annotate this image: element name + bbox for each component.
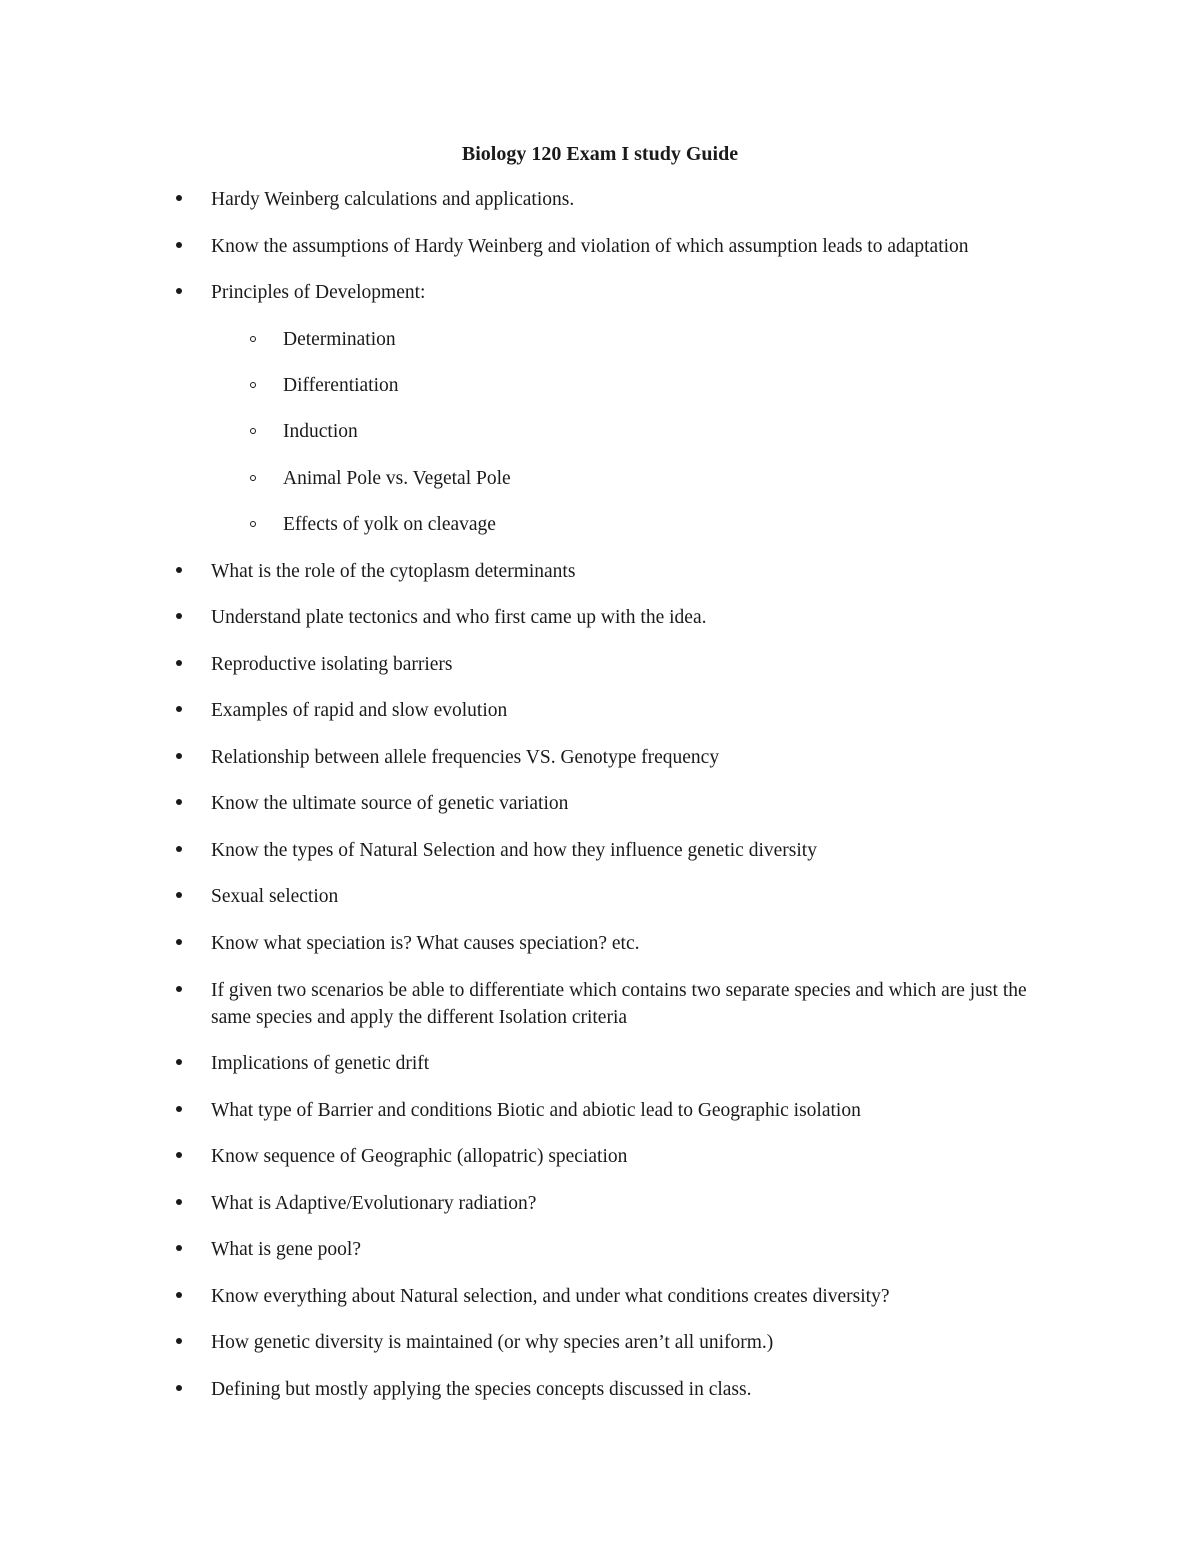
hollow-circle-bullet-icon [250,428,256,434]
list-item-text: Relationship between allele frequencies VS. Genotype frequency [211,747,720,768]
bullet-icon [176,1152,182,1158]
list-item-text: Know the ultimate source of genetic variation [211,793,569,814]
bullet-icon [176,1338,182,1344]
list-item-text: Determination [283,329,396,350]
bullet-icon [176,706,182,712]
list-item-text: What is the role of the cytoplasm determinants [211,561,576,582]
bullet-icon [176,892,182,898]
bullet-icon [176,613,182,619]
list-item-text: Know everything about Natural selection, and under what conditions creates diversity? [211,1286,890,1307]
list-item-text: Know the types of Natural Selection and how they influence genetic diversity [211,840,817,861]
list-item-text: Sexual selection [211,886,339,907]
list-item-text: Know sequence of Geographic (allopatric) speciation [211,1146,628,1167]
list-item-text: Effects of yolk on cleavage [283,514,496,535]
list-item-text: Reproductive isolating barriers [211,654,453,675]
hollow-circle-bullet-icon [250,382,256,388]
list-item-text: Animal Pole vs. Vegetal Pole [283,468,511,489]
bullet-icon [176,1385,182,1391]
list-item-text: Defining but mostly applying the species concepts discussed in class. [211,1379,752,1400]
bullet-icon [176,939,182,945]
bullet-icon [176,753,182,759]
list-item-text: Induction [283,421,358,442]
bullet-icon [176,1106,182,1112]
list-item-text: Examples of rapid and slow evolution [211,700,508,721]
list-item-text: What is gene pool? [211,1239,361,1260]
bullet-icon [176,1199,182,1205]
list-item-text: Principles of Development: [211,282,426,303]
bullet-icon [176,567,182,573]
list-item-text: What type of Barrier and conditions Biotic and abiotic lead to Geographic isolation [211,1100,861,1121]
page-title: Biology 120 Exam I study Guide [461,143,739,165]
bullet-icon [176,242,182,248]
list-item-text: Differentiation [283,375,399,396]
list-item-text: If given two scenarios be able to differentiate which contains two separate species and which are just the same species and apply the different Isolation criteria [211,980,1027,1028]
bullet-icon [176,1059,182,1065]
hollow-circle-bullet-icon [250,475,256,481]
bullet-icon [176,986,182,992]
list-item-text: How genetic diversity is maintained (or why species aren’t all uniform.) [211,1332,774,1353]
bullet-icon [176,660,182,666]
hollow-circle-bullet-icon [250,336,256,342]
list-item-text: What is Adaptive/Evolutionary radiation? [211,1193,537,1214]
bullet-icon [176,195,182,201]
bullet-icon [176,1245,182,1251]
bullet-icon [176,288,182,294]
list-item-text: Understand plate tectonics and who first came up with the idea. [211,607,707,628]
list-item-text: Know what speciation is? What causes speciation? etc. [211,933,640,954]
bullet-icon [176,846,182,852]
list-item-text: Know the assumptions of Hardy Weinberg and violation of which assumption leads to adaptation [211,236,969,257]
bullet-icon [176,799,182,805]
hollow-circle-bullet-icon [250,521,256,527]
list-item-text: Implications of genetic drift [211,1053,430,1074]
bullet-icon [176,1292,182,1298]
list-item-text: Hardy Weinberg calculations and applications. [211,189,575,210]
